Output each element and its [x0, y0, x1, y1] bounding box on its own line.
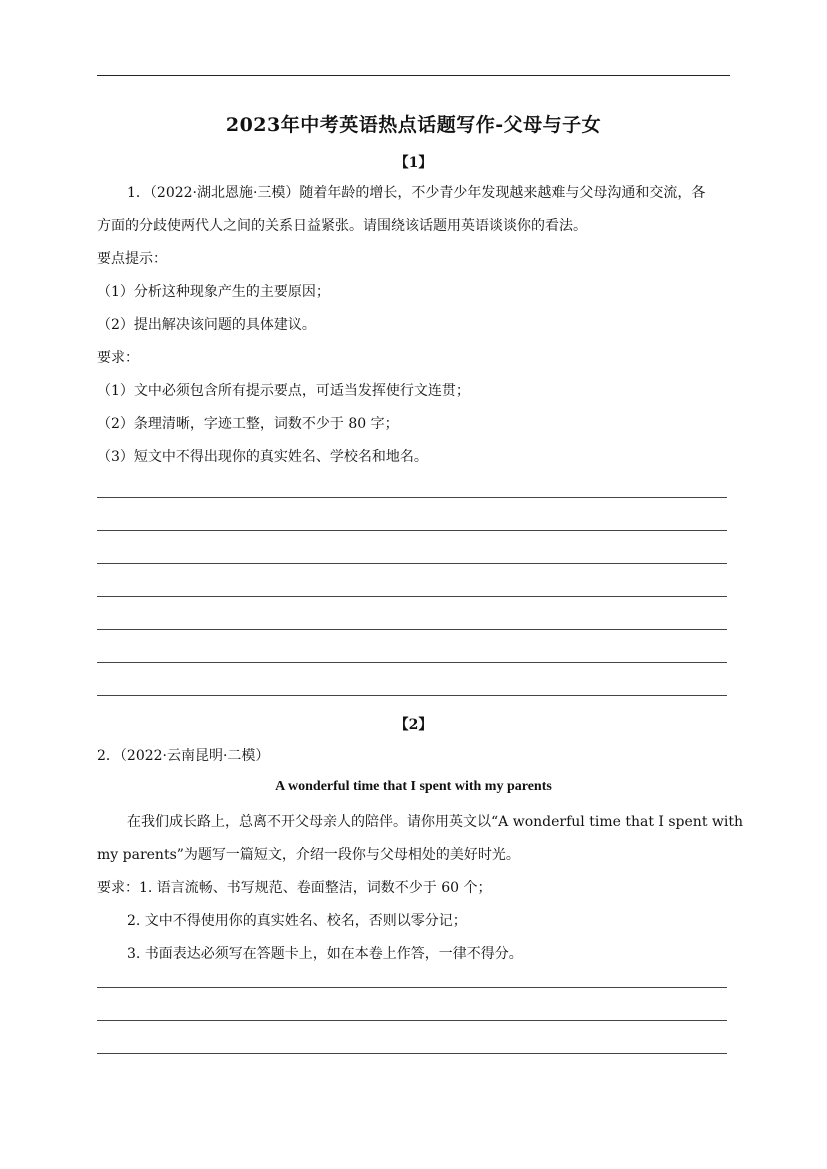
page-title: 2023年中考英语热点话题写作-父母与子女	[225, 114, 602, 136]
answer-line	[97, 1020, 727, 1021]
question-2-requirement-3: 3. 书面表达必须写在答题卡上，如在本卷上作答，一律不得分。	[127, 946, 523, 962]
answer-line	[97, 695, 727, 696]
question-2-requirement-2: 2. 文中不得使用你的真实姓名、校名，否则以零分记；	[127, 913, 467, 929]
answer-line	[97, 497, 727, 498]
answer-line	[97, 563, 727, 564]
question-2-requirement-1: 要求：1. 语言流畅、书写规范、卷面整洁，词数不少于 60 个；	[97, 880, 492, 896]
question-1-requirement-1: （1）文中必须包含所有提示要点，可适当发挥使行文连贯；	[97, 383, 470, 399]
answer-line	[97, 530, 727, 531]
answer-line	[97, 629, 727, 630]
question-1-hint-1: （1）分析这种现象产生的主要原因；	[97, 284, 330, 300]
question-2-essay-title: A wonderful time that I spent with my parents	[275, 779, 552, 794]
question-2-prompt-line-2: my parents”为题写一篇短文，介绍一段你与父母相处的美好时光。	[97, 847, 520, 863]
question-1-requirement-2: （2）条理清晰，字迹工整，词数不少于 80 字；	[97, 416, 399, 432]
answer-line	[97, 596, 727, 597]
question-1-requirements-label: 要求：	[97, 350, 139, 366]
question-1-requirement-3: （3）短文中不得出现你的真实姓名、学校名和地名。	[97, 449, 428, 465]
question-1-marker: 【1】	[394, 155, 433, 171]
question-2-prompt-line-1: 在我们成长路上，总离不开父母亲人的陪伴。请你用英文以“A wonderful time that I spent with	[127, 814, 743, 830]
question-1-prompt-line-2: 方面的分歧使两代人之间的关系日益紧张。请围绕该话题用英语谈谈你的看法。	[97, 218, 587, 234]
question-2-marker: 【2】	[394, 717, 433, 733]
question-1-hint-2: （2）提出解决该问题的具体建议。	[97, 317, 316, 333]
answer-line	[97, 987, 727, 988]
question-1-prompt-line-1: 1．（2022·湖北恩施·三模）随着年龄的增长，不少青少年发现越来越难与父母沟通和交流，各	[127, 185, 706, 201]
question-1-hints-label: 要点提示：	[97, 251, 167, 267]
header-rule	[97, 75, 730, 76]
question-2-header: 2．（2022·云南昆明·二模）	[97, 748, 270, 764]
answer-line	[97, 662, 727, 663]
answer-line	[97, 1053, 727, 1054]
